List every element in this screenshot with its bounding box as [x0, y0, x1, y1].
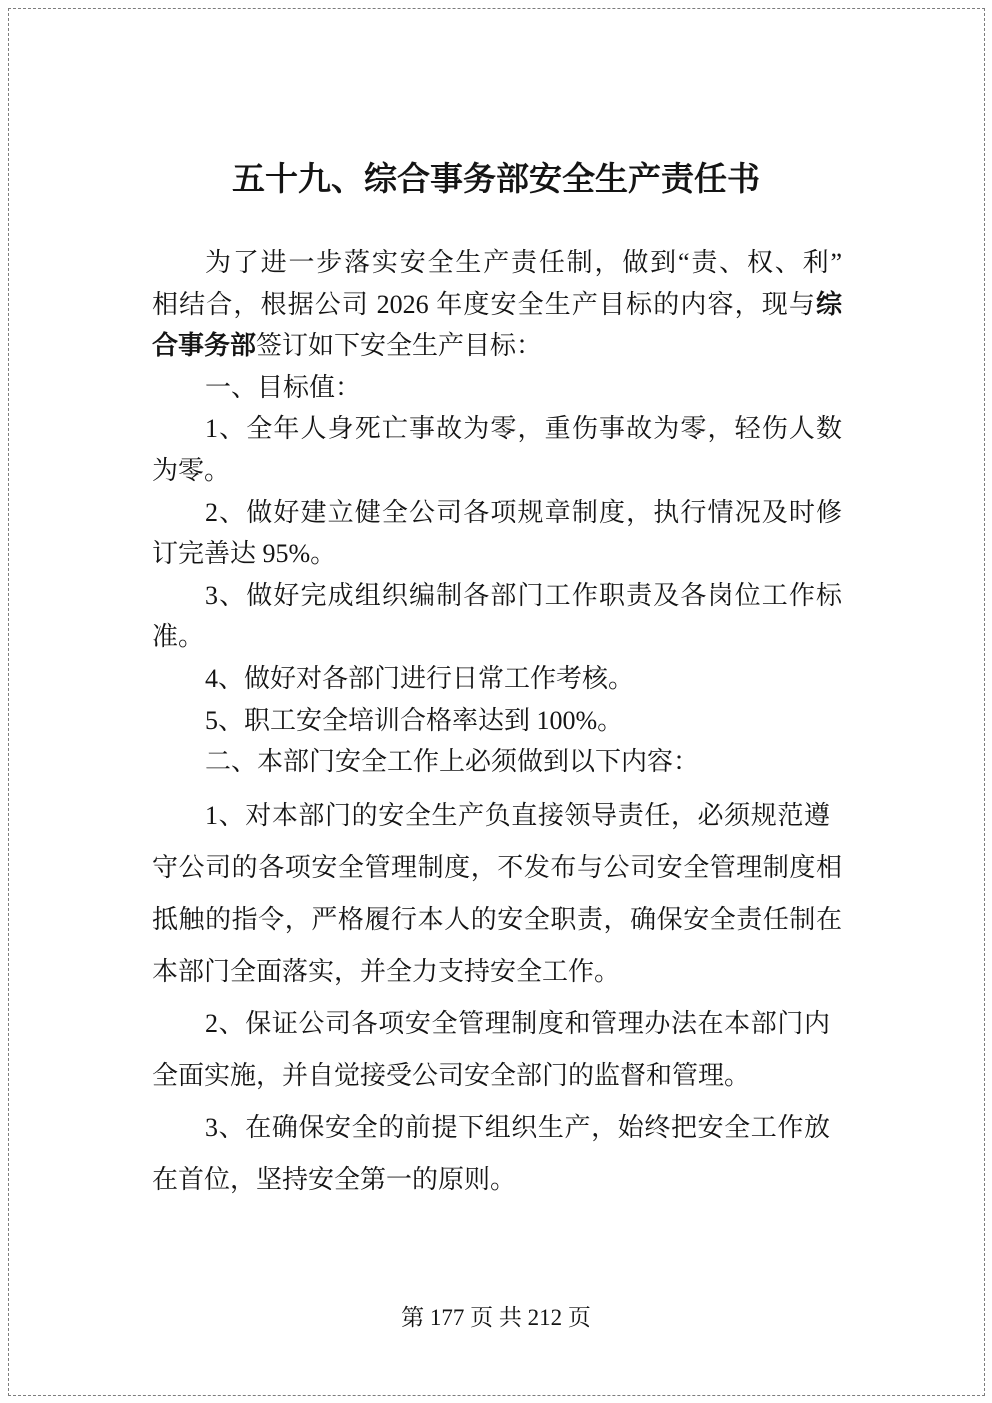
list-item-line: 订完善达 95%。 [152, 539, 337, 569]
section-heading: 一、目标值： [205, 372, 362, 402]
list-item-line: 在首位，坚持安全第一的原则。 [152, 1165, 517, 1194]
page-number-footer: 第 177 页 共 212 页 [401, 1305, 591, 1330]
list-item-line: 1、全年人身死亡事故为零，重伤事故为零，轻伤人数 [205, 414, 842, 444]
document-body-part-1 [152, 242, 842, 783]
list-item-line: 3、在确保安全的前提下组织生产，始终把安全工作放 [205, 1113, 830, 1142]
intro-line [152, 284, 842, 326]
intro-text: 相结合，根据公司 2026 年度安全生产目标的内容，现与 [152, 289, 816, 319]
list-item-line: 全面实施，并自觉接受公司安全部门的监督和管理。 [152, 1061, 751, 1090]
intro-line [152, 325, 842, 367]
list-item-line: 5、职工安全培训合格率达到 100%。 [205, 705, 624, 735]
document-body-part-2 [152, 790, 842, 1206]
intro-line: 为了进一步落实安全生产责任制，做到“责、权、利” [205, 248, 842, 277]
list-item-line: 准。 [152, 622, 205, 652]
list-item-line: 守公司的各项安全管理制度，不发布与公司安全管理制度相 [152, 853, 842, 882]
list-item-line: 1、对本部门的安全生产负直接领导责任，必须规范遵 [205, 801, 830, 830]
department-name-bold: 综 [815, 289, 842, 319]
list-item-line: 抵触的指令，严格履行本人的安全职责，确保安全责任制在 [152, 905, 842, 934]
intro-text: 签订如下安全生产目标： [256, 331, 543, 361]
document-title: 五十九、综合事务部安全生产责任书 [232, 162, 760, 198]
list-item-line: 4、做好对各部门进行日常工作考核。 [205, 663, 635, 693]
list-item-line: 为零。 [152, 455, 231, 485]
department-name-bold: 合事务部 [152, 331, 257, 361]
section-heading: 二、本部门安全工作上必须做到以下内容： [205, 747, 700, 777]
list-item-line: 2、保证公司各项安全管理制度和管理办法在本部门内 [205, 1009, 830, 1038]
list-item-line: 2、做好建立健全公司各项规章制度，执行情况及时修 [205, 497, 842, 527]
list-item-line: 本部门全面落实，并全力支持安全工作。 [152, 957, 621, 986]
list-item-line: 3、做好完成组织编制各部门工作职责及各岗位工作标 [205, 580, 842, 610]
